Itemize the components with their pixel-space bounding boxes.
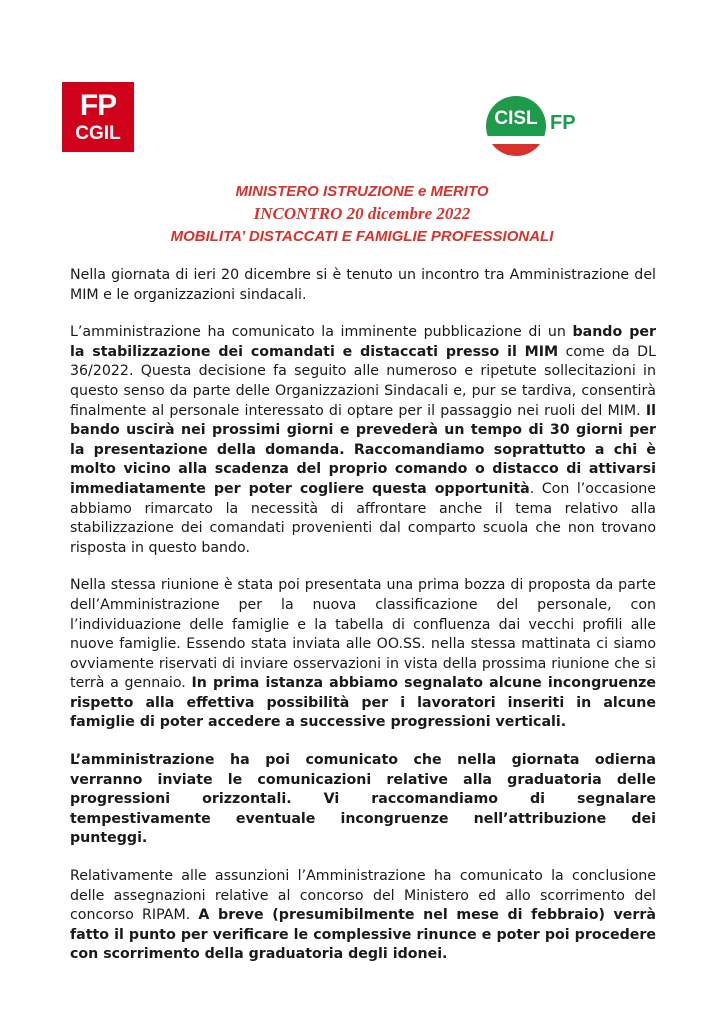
cisl-logo-text: CISL — [494, 108, 538, 129]
paragraph-4-bold: L’amministrazione ha poi comunicato che nella giornata odierna verranno inviate le comunicazioni relative alla graduatoria delle progressioni orizzontali. Vi raccomandiamo di segnalare tempestivamente eventuale incongruenze nell’attribuzione dei punteggi. — [70, 752, 656, 847]
heading-ministry: MINISTERO ISTRUZIONE e MERITO — [235, 183, 489, 200]
paragraph-3-text-a: Nella stessa riunione è stata poi presentata una prima bozza di proposta da parte dell’Amministrazione per la nuova classificazione del personale, con l’individuazione delle famiglie e la tabella di confluenza dai vecchi profili alle nuove famiglie. Essendo stata inviata alle OO.SS. nella stessa mattinata ci siamo ovviamente riservati di inviare osservazioni in vista della prossima riunione che si terrà a gennaio. — [70, 577, 656, 692]
paragraph-1: Nella giornata di ieri 20 dicembre si è tenuto un incontro tra Amministrazione del MIM e le organizzazioni sindacali. — [70, 267, 656, 303]
paragraph-5 — [70, 867, 656, 965]
paragraph-5-bold-b: A breve (presumibilmente nel mese di febbraio) verrà fatto il punto per verificare le complessive rinunce e poter poi procedere con scorrimento della graduatoria degli idonei. — [70, 907, 656, 963]
paragraph-2-bold-b: bando per la stabilizzazione dei comandati e distaccati presso il MIM — [70, 324, 656, 360]
paragraph-2-text-a: L’amministrazione ha comunicato la imminente pubblicazione di un — [70, 324, 573, 341]
fp-cgil-logo-line2: CGIL — [75, 123, 121, 144]
paragraph-4 — [70, 751, 656, 849]
fp-cgil-logo-line1: FP — [79, 89, 117, 122]
paragraph-5-text-a: Relativamente alle assunzioni l’Amministrazione ha comunicato la conclusione delle assegnazioni relative al concorso del Ministero ed allo scorrimento del concorso RIPAM. — [70, 868, 656, 924]
paragraph-3 — [70, 576, 656, 733]
paragraph-2-bold-d: Il bando uscirà nei prossimi giorni e prevederà un tempo di 30 giorni per la presentazione della domanda. Raccomandiamo soprattutto a chi è molto vicino alla scadenza del proprio comando o distacco di attivarsi immediatamente per poter cogliere questa opportunità — [70, 402, 656, 497]
cisl-logo-fp-text: FP — [550, 112, 576, 134]
cisl-fp-logo — [486, 96, 596, 160]
fp-cgil-logo — [62, 82, 134, 152]
paragraph-3-bold-b: In prima istanza abbiamo segnalato alcune incongruenze rispetto alla effettiva possibilità per i lavoratori inseriti in alcune famiglie di poter accedere a successive progressioni verticali. — [70, 675, 656, 731]
paragraph-2 — [70, 323, 656, 558]
heading-subject: MOBILITA’ DISTACCATI E FAMIGLIE PROFESSIONALI — [170, 228, 554, 245]
heading-meeting-date: INCONTRO 20 dicembre 2022 — [253, 204, 471, 223]
paragraph-2-text-e: . Con l’occasione abbiamo rimarcato la necessità di affrontare anche il tema relativo alla stabilizzazione dei comandati provenienti dal comparto scuola che non trovano risposta in questo bando. — [70, 480, 656, 556]
document-body — [70, 266, 656, 983]
cisl-logo-circle — [486, 96, 546, 156]
paragraph-2-text-c: come da DL 36/2022. Questa decisione fa seguito alle numeroso e ripetute sollecitazioni in questo senso da parte delle Organizzazioni Sindacali e, pur se tardiva, consentirà finalmente al personale interessato di optare per il passaggio nei ruoli del MIM. — [70, 343, 656, 419]
